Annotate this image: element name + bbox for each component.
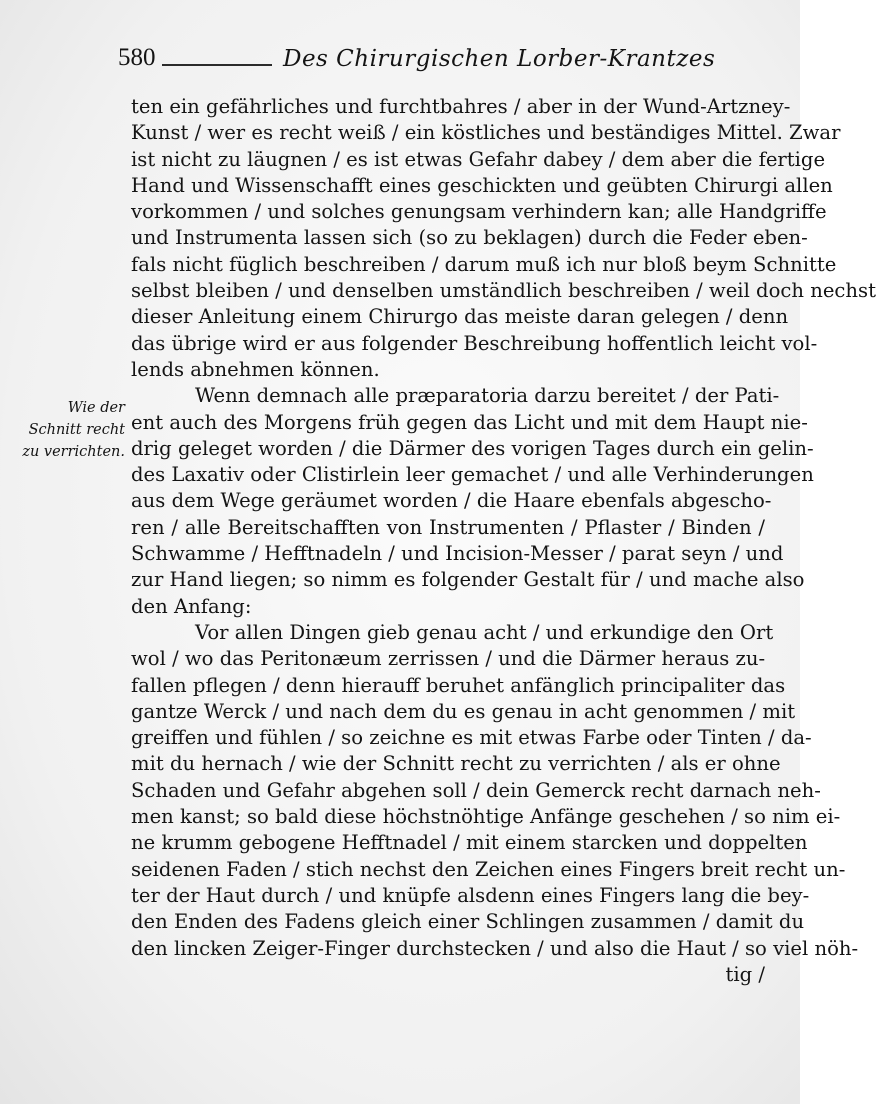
text-line: Wenn demnach alle præparatoria darzu bereitet / der Pati- — [195, 384, 780, 408]
margin-note — [10, 397, 125, 463]
text-line: ten ein gefährliches und furchtbahres / aber in der Wund-Artzney- — [131, 95, 791, 118]
text-line: dieser Anleitung einem Chirurgo das meiste daran gelegen / denn — [131, 305, 789, 329]
text-line: seidenen Faden / stich nechst den Zeichen eines Fingers breit recht un- — [131, 857, 846, 881]
text-line: des Laxativ oder Clistirlein leer gemachet / und alle Verhinderungen — [131, 463, 814, 487]
text-line: tig / — [725, 962, 765, 986]
text-line: Vor allen Dingen gieb genau acht / und erkundige den Ort — [195, 620, 774, 644]
text-line: das übrige wird er aus folgender Beschreibung hoffentlich leicht vol- — [131, 331, 818, 355]
margin-note-line: zu verrichten. — [22, 444, 125, 460]
text-line: greiffen und fühlen / so zeichne es mit etwas Farbe oder Tinten / da- — [131, 726, 812, 750]
running-head: Des Chirurgischen Lorber-Krantzes — [283, 46, 716, 72]
text-line: den Enden des Fadens gleich einer Schlingen zusammen / damit du — [131, 910, 805, 934]
text-line: den lincken Zeiger-Finger durchstecken / und also die Haut / so viel nöh- — [131, 936, 859, 960]
margin-note-line: Schnitt recht — [28, 422, 125, 438]
text-line: wol / wo das Peritonæum zerrissen / und die Därmer heraus zu- — [131, 647, 766, 671]
text-line: ter der Haut durch / und knüpfe alsdenn eines Fingers lang die bey- — [131, 883, 810, 907]
text-line: fals nicht füglich beschreiben / darum muß ich nur bloß beym Schnitte — [131, 252, 837, 276]
text-line: Schaden und Gefahr abgehen soll / dein Gemerck recht darnach neh- — [131, 778, 821, 802]
paragraph — [131, 383, 814, 620]
paragraph — [131, 94, 876, 383]
text-line: ist nicht zu läugnen / es ist etwas Gefahr dabey / dem aber die fertige — [131, 147, 826, 171]
body-text — [131, 94, 876, 988]
text-line: lends abnehmen können. — [131, 357, 380, 381]
text-line: vorkommen / und solches genungsam verhindern kan; alle Handgriffe — [131, 200, 827, 224]
page-header — [118, 42, 760, 82]
text-line: men kanst; so bald diese höchstnöhtige Anfänge geschehen / so nim ei- — [131, 805, 841, 829]
text-line: ne krumm gebogene Hefftnadel / mit einem starcken und doppelten — [131, 831, 808, 855]
text-line: ren / alle Bereitschafften von Instrumenten / Pflaster / Binden / — [131, 515, 765, 539]
text-line: drig geleget worden / die Därmer des vorigen Tages durch ein gelin- — [131, 436, 814, 460]
header-rule — [162, 64, 272, 66]
page-number: 580 — [118, 44, 156, 71]
text-line: selbst bleiben / und denselben umständlich beschreiben / weil doch nechst — [131, 279, 876, 303]
text-line: mit du hernach / wie der Schnitt recht zu verrichten / als er ohne — [131, 752, 781, 776]
text-line: Hand und Wissenschafft eines geschickten und geübten Chirurgi allen — [131, 173, 833, 197]
text-line: gantze Werck / und nach dem du es genau in acht genommen / mit — [131, 699, 796, 723]
text-line: Schwamme / Hefftnadeln / und Incision-Messer / parat seyn / und — [131, 542, 784, 566]
paragraph — [131, 620, 859, 988]
text-line: und Instrumenta lassen sich (so zu beklagen) durch die Feder eben- — [131, 226, 808, 250]
text-line: aus dem Wege geräumet worden / die Haare ebenfals abgescho- — [131, 489, 772, 513]
text-line: Kunst / wer es recht weiß / ein köstliches und beständiges Mittel. Zwar — [131, 121, 841, 145]
text-line: den Anfang: — [131, 594, 252, 618]
margin-note-line: Wie der — [67, 400, 125, 416]
text-line: ent auch des Morgens früh gegen das Licht und mit dem Haupt nie- — [131, 410, 808, 434]
text-line: fallen pflegen / denn hierauff beruhet anfänglich principaliter das — [131, 673, 786, 697]
text-line: zur Hand liegen; so nimm es folgender Gestalt für / und mache also — [131, 568, 805, 592]
